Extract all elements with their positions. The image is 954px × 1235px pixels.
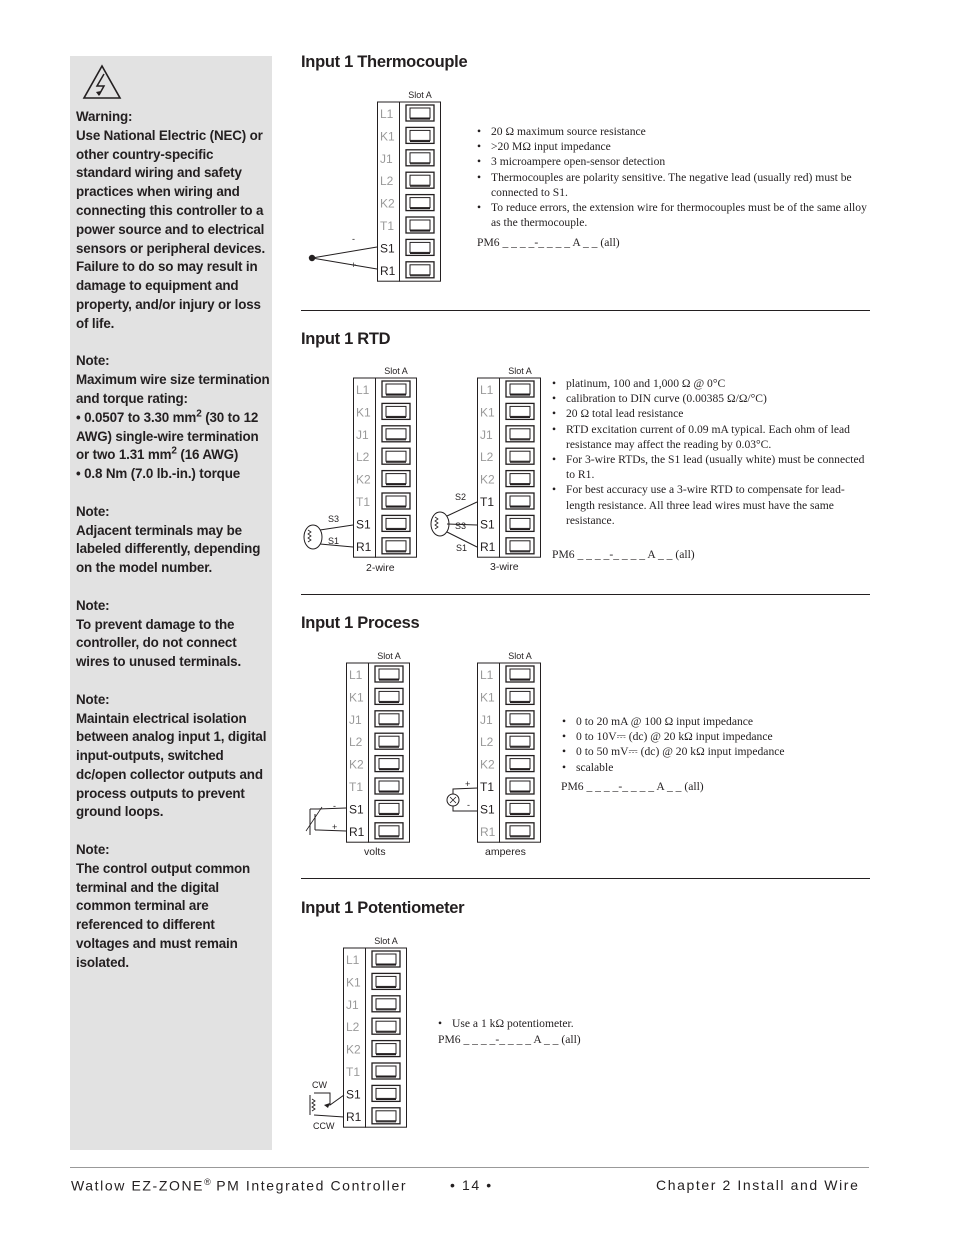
terminal-label-s1: S1 (480, 802, 495, 817)
terminal-label-s1: S1 (349, 802, 364, 817)
note-unused-terminals: To prevent damage to the controller, do not connect wires to unused terminals. (76, 616, 242, 670)
caption-volts: volts (364, 846, 386, 858)
terminal-label-t1: T1 (349, 780, 364, 794)
terminal-screw (506, 800, 534, 816)
terminal-screw (382, 471, 410, 487)
spec-item: • >20 MΩ input impedance (477, 139, 872, 154)
note-adjacent-terminals: Adjacent terminals may be labeled differently, depending on the model number. (76, 522, 261, 576)
terminal-label-k2: K2 (356, 472, 371, 487)
note-label: Note: (76, 597, 110, 613)
terminal-screw (406, 262, 434, 278)
note-torque-bullet: • 0.8 Nm (7.0 lb.-in.) torque (76, 466, 241, 482)
terminal-label-k2: K2 (380, 196, 395, 211)
warning-sidebar (70, 56, 272, 1150)
terminal-screw (372, 1041, 400, 1057)
terminal-screw (382, 426, 410, 442)
terminal-screw (375, 800, 403, 816)
spec-item: • 0 to 20 mA @ 100 Ω input impedance (562, 714, 862, 729)
terminal-label-r1: R1 (480, 824, 496, 839)
terminal-label-l1: L1 (380, 107, 394, 121)
volts-minus-label: - (333, 801, 336, 811)
electrical-hazard-icon (82, 64, 122, 100)
terminal-label-l2: L2 (380, 174, 394, 189)
section-title-process: Input 1 Process (301, 614, 420, 632)
terminal-label-k2: K2 (349, 757, 364, 772)
slot-label: Slot A (374, 936, 398, 946)
terminal-screw (506, 538, 534, 554)
terminal-label-t1: T1 (480, 495, 495, 509)
terminal-screw (375, 756, 403, 772)
note-wire-bullet-1-mid: (30 to 12 AWG) single-wire termination or two 1.31 mm (76, 409, 259, 463)
note-common-terminal: The control output common terminal and the digital common terminal are referenced to different voltages and must remain isolated. (76, 860, 251, 970)
footer-page-number: • 14 • (450, 1177, 493, 1193)
terminal-screw (375, 823, 403, 839)
registered-mark: ® (204, 1177, 211, 1187)
section-title-potentiometer: Input 1 Potentiometer (301, 899, 465, 917)
spec-item: • platinum, 100 and 1,000 Ω @ 0°C (552, 376, 870, 391)
terminal-label-t1: T1 (356, 495, 371, 509)
terminal-label-l2: L2 (349, 735, 363, 750)
terminal-label-l1: L1 (480, 668, 494, 682)
terminal-screw (506, 471, 534, 487)
footer-divider (70, 1167, 869, 1168)
thermocouple-minus-label: - (352, 234, 355, 244)
terminal-label-l2: L2 (356, 450, 370, 465)
warning-body: Use National Electric (NEC) or other country-specific standard wiring and safety practices when wiring and connecting this controller to a power source and to electrical sensors or peripheral devices. Failure to do so may result in damage to equipment and property, and/or injury or loss of life. (76, 127, 266, 331)
terminal-screw (372, 951, 400, 967)
spec-item: • RTD excitation current of 0.09 mA typical. Each ohm of lead resistance may affect the reading by 0.03°C. (552, 422, 870, 452)
terminal-label-k1: K1 (480, 690, 495, 705)
terminal-screw (406, 150, 434, 166)
rtd-3wire-terminal-block (477, 363, 541, 563)
spec-item: • To reduce errors, the extension wire for thermocouples must be of the same alloy as the thermocouple. (477, 200, 872, 230)
lead-label-s3: S3 (328, 514, 340, 524)
potentiometer-specs (438, 1016, 738, 1031)
section-divider (301, 594, 870, 595)
note-wire-size: Maximum wire size termination and torque rating: (76, 372, 270, 406)
terminal-screw (506, 493, 534, 509)
spec-item: • 20 Ω maximum source resistance (477, 124, 872, 139)
terminal-label-r1: R1 (356, 539, 372, 554)
terminal-label-k2: K2 (480, 757, 495, 772)
thermocouple-specs (477, 124, 872, 230)
terminal-label-l1: L1 (349, 668, 363, 682)
terminal-label-l1: L1 (346, 953, 360, 967)
footer-chapter: Chapter 2 Install and Wire (656, 1177, 860, 1193)
lead-label-s1: S1 (328, 536, 340, 546)
terminal-label-s1: S1 (346, 1087, 361, 1102)
terminal-label-k2: K2 (346, 1042, 361, 1057)
terminal-screw (406, 105, 434, 121)
section-divider (301, 310, 870, 311)
terminal-screw (506, 403, 534, 419)
spec-item: • 0 to 10V⎓ (dc) @ 20 kΩ input impedance (562, 729, 862, 744)
process-model-number: PM6 _ _ _ _-_ _ _ _ A _ _ (all) (561, 780, 704, 793)
terminal-screw (372, 996, 400, 1012)
terminal-screw (372, 1063, 400, 1079)
spec-item: • Thermocouples are polarity sensitive. The negative lead (usually red) must be connected to S1. (477, 170, 872, 200)
terminal-screw (382, 448, 410, 464)
terminal-label-j1: J1 (480, 712, 493, 727)
terminal-screw (372, 1108, 400, 1124)
terminal-label-t1: T1 (380, 219, 395, 233)
slot-label: Slot A (508, 366, 532, 376)
process-voltage-source (304, 795, 386, 865)
footer-product (71, 1177, 407, 1194)
terminal-label-s1: S1 (356, 517, 371, 532)
terminal-label-j1: J1 (380, 151, 393, 166)
terminal-screw (506, 426, 534, 442)
section-title-rtd: Input 1 RTD (301, 330, 391, 348)
terminal-screw (506, 823, 534, 839)
terminal-label-k1: K1 (346, 975, 361, 990)
terminal-screw (382, 493, 410, 509)
terminal-screw (506, 711, 534, 727)
note-label: Note: (76, 691, 110, 707)
cw-label: CW (312, 1080, 327, 1090)
terminal-screw (372, 1085, 400, 1101)
terminal-label-l2: L2 (480, 735, 494, 750)
lead-label-s3: S3 (455, 521, 467, 531)
spec-item: • 20 Ω total lead resistance (552, 406, 870, 421)
terminal-screw (375, 733, 403, 749)
spec-item: • 0 to 50 mV⎓ (dc) @ 20 kΩ input impedance (562, 744, 862, 759)
terminal-label-t1: T1 (346, 1065, 361, 1079)
thermocouple-plus-label: + (351, 260, 357, 270)
rtd-specs (552, 376, 870, 528)
terminal-screw (375, 688, 403, 704)
terminal-screw (506, 448, 534, 464)
terminal-label-s1: S1 (380, 241, 395, 256)
terminal-label-k1: K1 (380, 129, 395, 144)
amperes-plus-label: + (465, 779, 471, 789)
spec-item: • scalable (562, 760, 862, 775)
process-specs (562, 714, 862, 775)
terminal-screw (372, 973, 400, 989)
footer-product-name: PM Integrated Controller (210, 1177, 408, 1194)
terminal-screw (506, 733, 534, 749)
note-label: Note: (76, 842, 110, 858)
terminal-screw (406, 195, 434, 211)
terminal-label-j1: J1 (349, 712, 362, 727)
note-isolation: Maintain electrical isolation between analog input 1, digital input-outputs, switched dc/open collector outputs and process outputs to prevent ground loops. (76, 710, 267, 820)
volts-plus-label: + (332, 822, 338, 832)
caption-3wire: 3-wire (490, 561, 519, 573)
terminal-label-r1: R1 (346, 1109, 362, 1124)
section-divider (301, 878, 870, 879)
process-current-source (440, 775, 526, 858)
terminal-screw (375, 711, 403, 727)
terminal-screw (506, 666, 534, 682)
terminal-screw (506, 381, 534, 397)
note-label: Note: (76, 353, 110, 369)
terminal-label-t1: T1 (480, 780, 495, 794)
terminal-label-j1: J1 (356, 427, 369, 442)
spec-item: • For 3-wire RTDs, the S1 lead (usually white) must be connected to R1. (552, 452, 870, 482)
spec-item: • For best accuracy use a 3-wire RTD to compensate for lead-length resistance. All three lead wires must have the same resistance. (552, 482, 870, 528)
amperes-minus-label: - (467, 800, 470, 810)
caption-amperes: amperes (485, 846, 526, 858)
terminal-label-j1: J1 (346, 997, 359, 1012)
thermocouple-sensor (300, 230, 380, 275)
sidebar-text (76, 108, 270, 991)
terminal-screw (506, 756, 534, 772)
note-label: Note: (76, 503, 110, 519)
terminal-label-l2: L2 (346, 1020, 360, 1035)
thermocouple-model-number: PM6 _ _ _ _-_ _ _ _ A _ _ (all) (477, 236, 620, 249)
footer-brand: Watlow EZ-ZONE (71, 1177, 205, 1194)
terminal-screw (375, 778, 403, 794)
terminal-screw (382, 381, 410, 397)
terminal-screw (406, 172, 434, 188)
terminal-label-k1: K1 (480, 405, 495, 420)
terminal-label-l1: L1 (480, 383, 494, 397)
terminal-screw (406, 127, 434, 143)
terminal-label-s1: S1 (480, 517, 495, 532)
superscript: 2 (196, 408, 202, 420)
terminal-label-r1: R1 (380, 263, 396, 278)
rtd-2wire-terminal-block (353, 363, 417, 563)
slot-label: Slot A (508, 651, 532, 661)
terminal-screw (375, 666, 403, 682)
note-wire-bullet-1-end: (16 AWG) (176, 447, 239, 463)
terminal-screw (372, 1018, 400, 1034)
lead-label-s2: S2 (455, 492, 467, 502)
lead-label-s1: S1 (456, 543, 468, 553)
terminal-label-l2: L2 (480, 450, 494, 465)
terminal-label-l1: L1 (356, 383, 370, 397)
slot-label: Slot A (377, 651, 401, 661)
terminal-label-k1: K1 (349, 690, 364, 705)
spec-item: • Use a 1 kΩ potentiometer. (438, 1016, 738, 1031)
thermocouple-terminal-block (377, 87, 441, 287)
terminal-screw (406, 217, 434, 233)
terminal-screw (506, 515, 534, 531)
section-title-thermocouple: Input 1 Thermocouple (301, 53, 468, 71)
slot-label: Slot A (408, 90, 432, 100)
ccw-label: CCW (313, 1121, 335, 1131)
terminal-screw (406, 239, 434, 255)
caption-2wire: 2-wire (366, 562, 395, 574)
spec-item: • 3 microampere open-sensor detection (477, 154, 872, 169)
slot-label: Slot A (384, 366, 408, 376)
terminal-screw (506, 688, 534, 704)
rtd-model-number: PM6 _ _ _ _-_ _ _ _ A _ _ (all) (552, 548, 695, 561)
terminal-label-r1: R1 (349, 824, 365, 839)
terminal-label-j1: J1 (480, 427, 493, 442)
terminal-screw (382, 403, 410, 419)
note-wire-bullet-1: • 0.0507 to 3.30 mm (76, 409, 197, 425)
potentiometer-model-number: PM6 _ _ _ _-_ _ _ _ A _ _ (all) (438, 1033, 581, 1046)
terminal-label-r1: R1 (480, 539, 496, 554)
terminal-screw (506, 778, 534, 794)
terminal-label-k2: K2 (480, 472, 495, 487)
warning-title: Warning: (76, 109, 133, 124)
terminal-screw (382, 538, 410, 554)
superscript: 2 (171, 445, 177, 457)
spec-item: • calibration to DIN curve (0.00385 Ω/Ω/°C) (552, 391, 870, 406)
potentiometer-sensor (306, 1075, 356, 1135)
terminal-label-k1: K1 (356, 405, 371, 420)
terminal-screw (382, 515, 410, 531)
